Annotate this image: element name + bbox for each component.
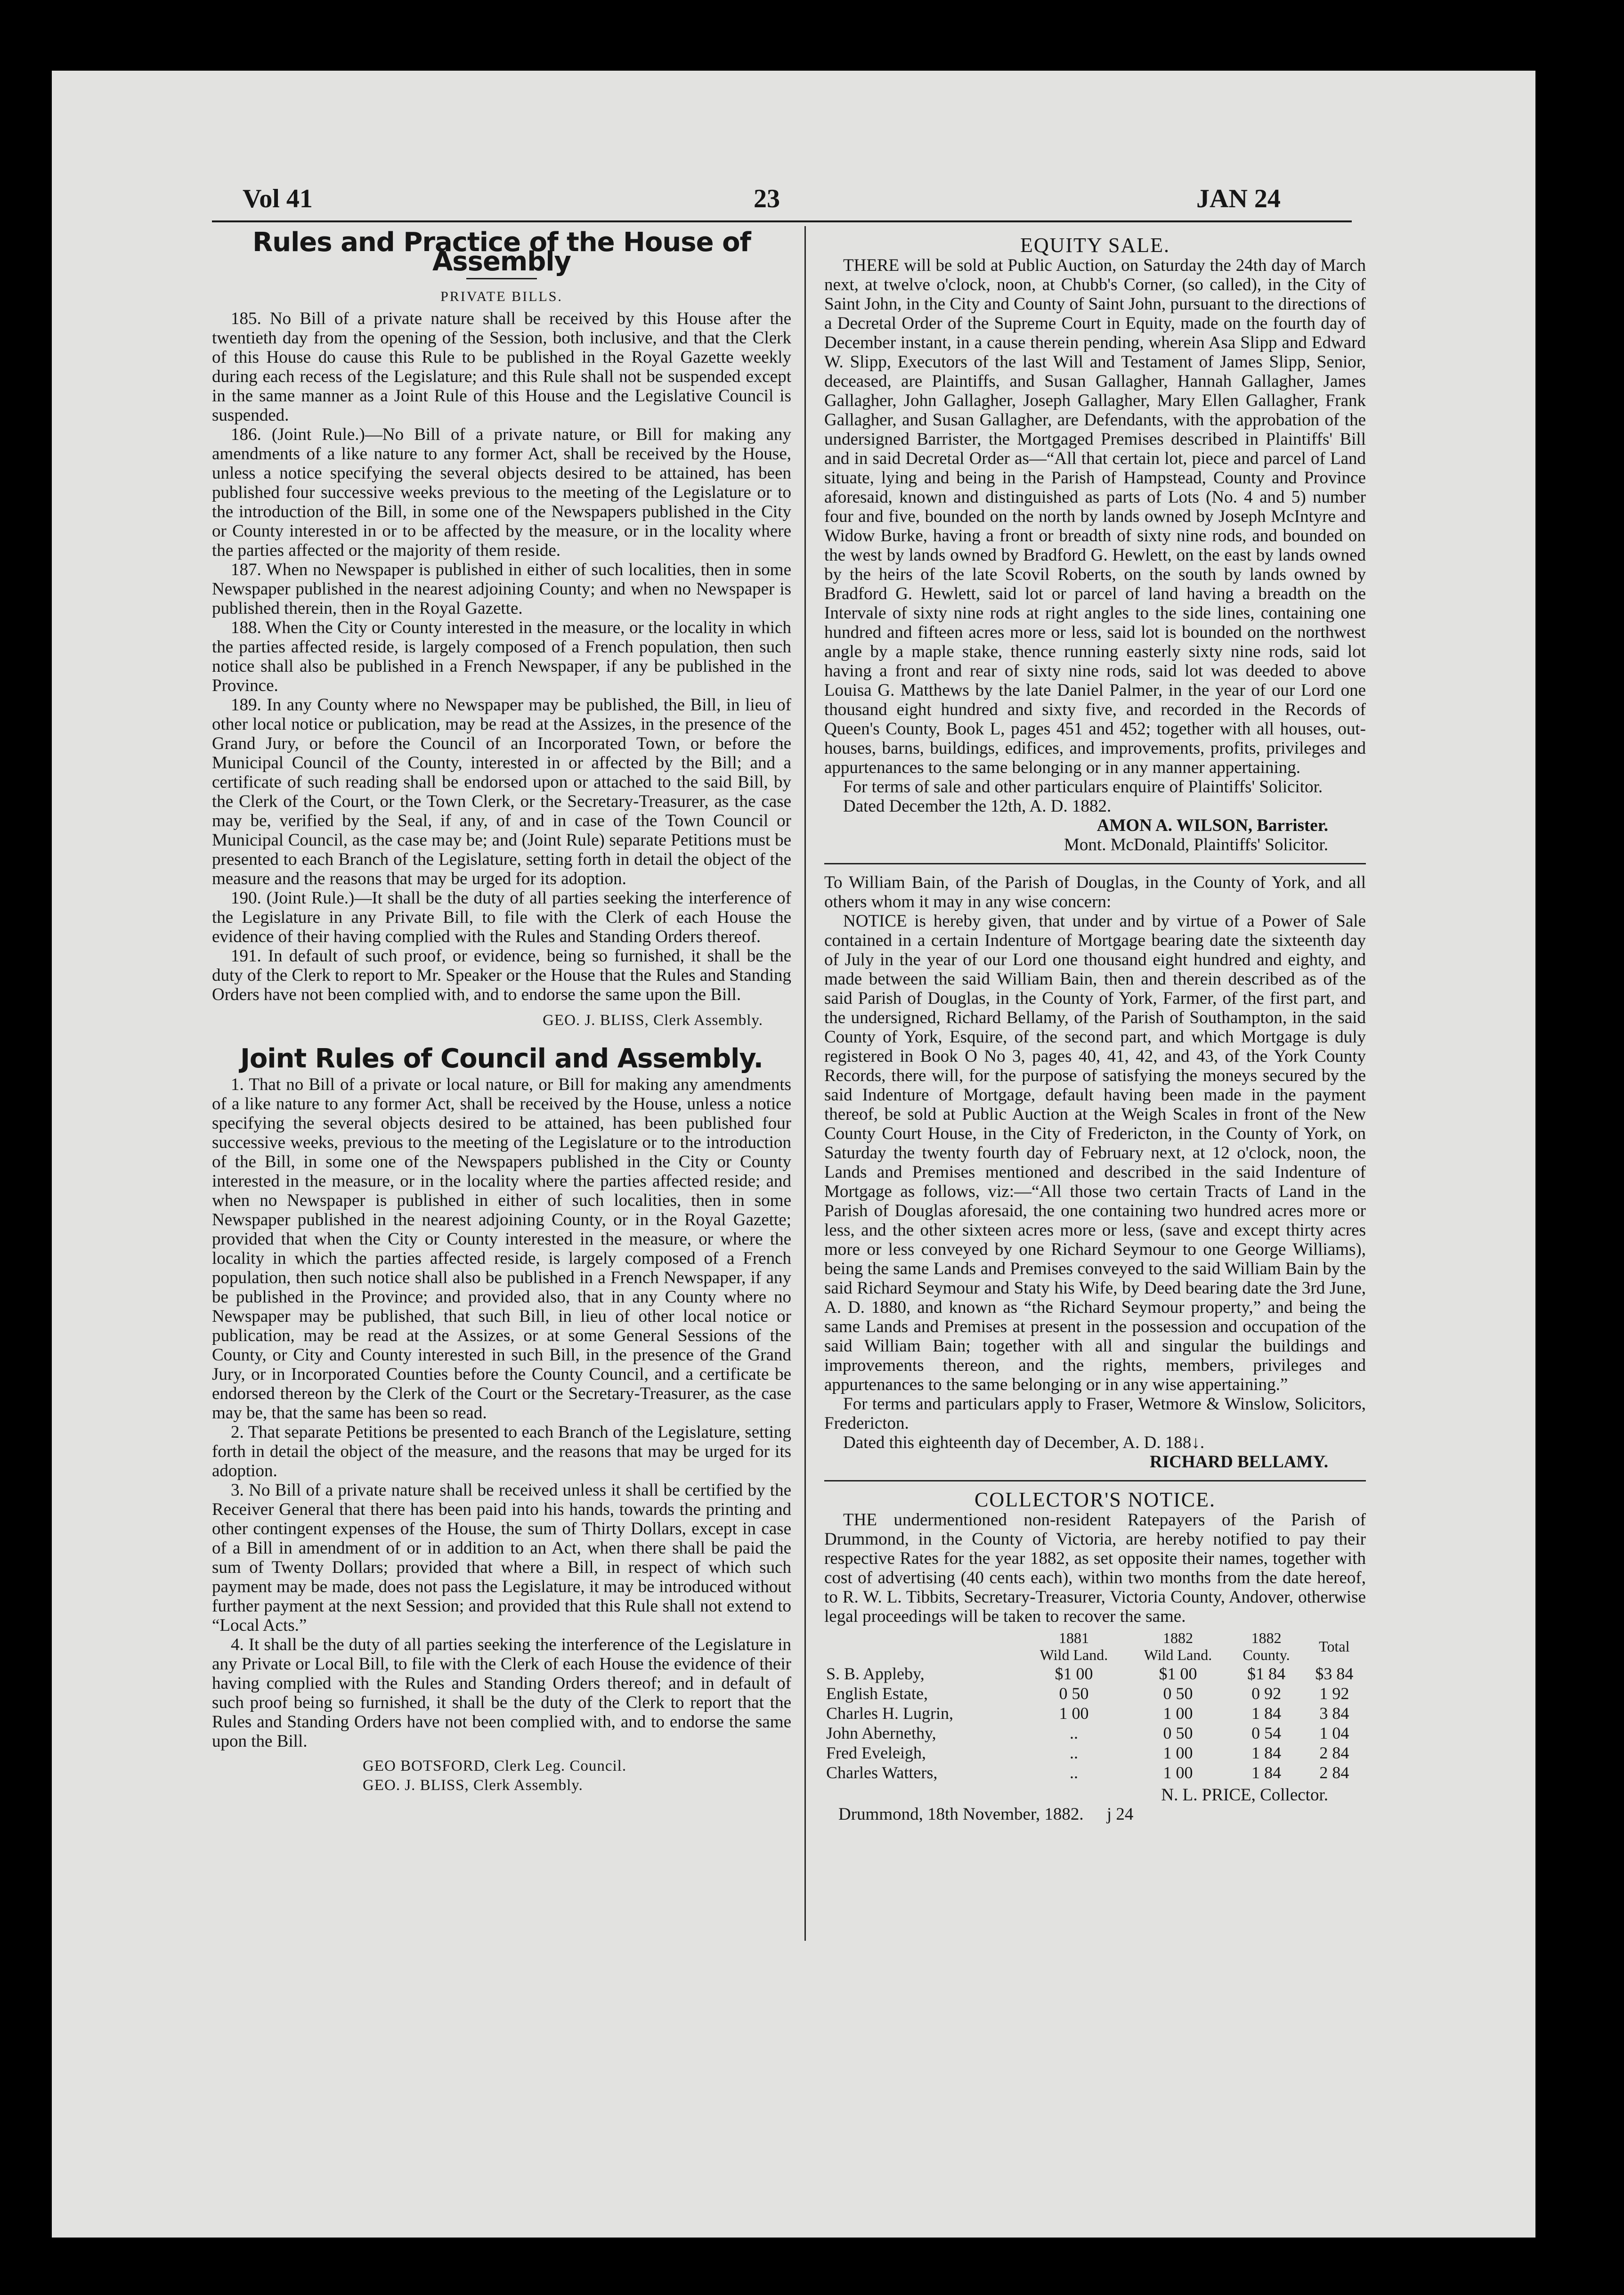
- rule-187: 187. When no Newspaper is published in either of such localities, then in some Newspaper published in the nearest adjoining County; and when no Newspaper is published therein, then in the Royal Gazette.: [212, 560, 791, 618]
- rule-190: 190. (Joint Rule.)—It shall be the duty of all parties seeking the interference of the Legislature in any Private Bill, to file with the Clerk of each House the evidence of their having complied with the Rules and Standing Orders thereof.: [212, 888, 791, 946]
- collectors-notice-title: COLLECTOR'S NOTICE.: [974, 1488, 1216, 1511]
- rule-188: 188. When the City or County interested in the measure, or the locality in which the parties affected reside, is largely composed of a French population, then such notice shall also be published in a French Newspaper, if any be published in the Province.: [212, 618, 791, 695]
- rate-cell: 1 84: [1251, 1763, 1282, 1782]
- joint-rule-3: 3. No Bill of a private nature shall be received unless it shall be certified by the Receiver General that there has been paid into his hands, towards the printing and other contingent expenses of the House, the sum of Thirty Dollars, except in case of a Bill in amendment of or in addition to an Act, when there shall be paid the sum of Twenty Dollars; provided that where a Bill, in respect of which such payment may be made, does not pass the Legislature, it may be introduced without further payment at the next Session; and provided that this Rule shall not extend to “Local Acts.”: [212, 1481, 791, 1635]
- table-row: [824, 1763, 1366, 1782]
- ad-separator: [824, 863, 1366, 864]
- rate-cell: 2 84: [1319, 1763, 1349, 1782]
- rule-186: 186. (Joint Rule.)—No Bill of a private nature, or Bill for making any amendments of a like nature to any former Act, shall be received by the House, unless a notice specifying the several objects desired to be attained, has been published four successive weeks previous to the meeting of the Legislature or to the introduction of the Bill, in some one of the Newspapers published in the City or County interested in or to be affected by the measure, or in the locality where the parties affected or the majority of them reside.: [212, 425, 791, 560]
- rate-cell: ..: [1069, 1743, 1078, 1762]
- joint-rule-2: 2. That separate Petitions be presented to each Branch of the Legislature, setting forth in detail the object of the measure, and the reasons that may be urged for its adoption.: [212, 1423, 791, 1481]
- equity-sale-dated: Dated December the 12th, A. D. 1882.: [843, 797, 1112, 816]
- equity-sale-title: EQUITY SALE.: [1020, 234, 1170, 257]
- ad-separator: [824, 1480, 1366, 1481]
- rate-cell: $1 00: [1055, 1664, 1093, 1683]
- rate-cell: ..: [1069, 1724, 1078, 1742]
- joint-signature-council: GEO BOTSFORD, Clerk Leg. Council.: [363, 1758, 627, 1774]
- equity-sale-terms: For terms of sale and other particulars enquire of Plaintiffs' Solicitor.: [843, 777, 1323, 797]
- rules-title: Rules and Practice of the House of Assembly: [252, 227, 751, 277]
- ratepayer-name: Charles H. Lugrin,: [826, 1704, 953, 1723]
- volume-number: Vol 41: [243, 184, 313, 213]
- mortgage-notice-text: NOTICE is hereby given, that under and by virtue of a Power of Sale contained in a certain Indenture of Mortgage bearing date the sixteenth day of July in the year of our Lord one thousand eight hundred and eighty, and made between the said William Bain, then and therein described as of the said Parish of Douglas, in the County of York, Farmer, of the first part, and the undersigned, Richard Bellamy, of the Parish of Southampton, in the said County of York, Esquire, of the second part, and which Mortgage is duly registered in Book O No 3, pages 40, 41, 42, and 43, of the York County Records, there will, for the purpose of satisfying the moneys secured by the said Indenture of Mortgage, default having been made in the payment thereof, be sold at Public Auction at the Weigh Scales in front of the New County Court House, in the City of Fredericton, in the County of York, on Saturday the twenty fourth day of February next, at 12 o'clock, noon, the Lands and Premises mentioned and described in the said Indenture of Mortgage as follows, viz:—“All those two certain Tracts of Land in the Parish of Douglas aforesaid, the one containing two hundred acres more or less, and the other sixteen acres more or less, (save and except thirty acres more or less conveyed by one Richard Seymour to one George Williams), being the same Lands and Premises conveyed to the said William Bain by the said Richard Seymour and Staty his Wife, by Deed bearing date the 3rd June, A. D. 1880, and known as “the Richard Seymour property,” and being the same Lands and Premises at present in the possession and occupation of the said William Bain; together with all and singular the buildings and improvements thereon, and the rights, members, privileges and appurtenances to the same belonging or in any wise appertaining.”: [824, 911, 1366, 1394]
- ratepayer-name: English Estate,: [826, 1684, 928, 1703]
- rates-header-1882-wild: 1882 Wild Land.: [1144, 1629, 1212, 1663]
- rule-185: 185. No Bill of a private nature shall be received by this House after the twentieth day from the opening of the Session, both inclusive, and that the Clerk of this House do cause this Rule to be published in the Royal Gazette weekly during each recess of the Legislature; and this Rule shall not be suspended except in the same manner as a Joint Rule of this House and the Legislative Council is suspended.: [212, 309, 791, 425]
- rules-signature: GEO. J. BLISS, Clerk Assembly.: [543, 1012, 763, 1029]
- newspaper-page: [52, 71, 1535, 2238]
- left-column: [212, 227, 792, 1795]
- rate-cell: $1 00: [1159, 1664, 1197, 1683]
- ratepayer-name: Fred Eveleigh,: [826, 1743, 926, 1762]
- rate-cell: 3 84: [1319, 1704, 1349, 1723]
- header-rule: [212, 220, 1352, 222]
- joint-rules-title: Joint Rules of Council and Assembly.: [240, 1043, 763, 1074]
- equity-sale-text: THERE will be sold at Public Auction, on Saturday the 24th day of March next, at twelve o'clock, noon, at Chubb's Corner, (so called), in the City of Saint John, in the City and County of Saint John, pursuant to the directions of a Decretal Order of the Supreme Court in Equity, made on the fourth day of December instant, in a cause therein pending, wherein Asa Slipp and Edward W. Slipp, Executors of the last Will and Testament of James Slipp, Senior, deceased, are Plaintiffs, and Susan Gallagher, Hannah Gallagher, James Gallagher, John Gallagher, Joseph Gallagher, Mary Ellen Gallagher, Frank Gallagher, and Susan Gallagher, are Defendants, with the approbation of the undersigned Barrister, the Mortgaged Premises described in Plaintiffs' Bill and in said Decretal Order as—“All that certain lot, piece and parcel of Land situate, lying and being in the Parish of Hampstead, County and Province aforesaid, known and distinguished as parts of Lots (No. 4 and 5) number four and five, bounded on the north by lands owned by Joseph McIntyre and Widow Burke, having a front or breadth of sixty nine rods, and bounded on the west by lands owned by Bradford G. Hewlett, on the east by lands owned by the heirs of the late Scovil Roberts, on the south by lands owned by Bradford G. Hewlett, said lot or parcel of land having a breadth on the Intervale of sixty nine rods at right angles to the side lines, containing one hundred and fifteen acres more or less, said lot is bounded on the northwest angle by a maple stake, thence running easterly sixty nine rods, said lot having a front and rear of sixty nine rods, said lot was deeded to above Louisa G. Matthews by the late Daniel Palmer, in the year of our Lord one thousand eight hundred and sixty five, and recorded in the Records of Queen's County, Book L, pages 451 and 452; together with all houses, out-houses, barns, buildings, edifices, and improvements, profits, privileges and appurtenances to the same belonging or in any manner appertaining.: [824, 256, 1366, 777]
- rate-cell: 1 84: [1251, 1704, 1282, 1723]
- rate-cell: 0 54: [1251, 1724, 1282, 1742]
- joint-rule-1: 1. That no Bill of a private or local nature, or Bill for making any amendments of a like nature to any former Act, shall be received by the House, unless a notice specifying the several objects desired to be attained, has been published four successive weeks, previous to the meeting of the Legislature or to the introduction of the Bill, in some one of the Newspapers published in the City or County interested in the measure, or in the locality where the parties affected reside; and when no Newspaper is published in either of such localities, then in some Newspaper published in the nearest adjoining County, or in the Royal Gazette; provided that when the City or County interested in the measure, or where the locality in which the parties affected reside, is largely composed of a French population, then such notice shall also be published in a French Newspaper, if any be published in the Province; and provided also, that in any County where no Newspaper may be published, that such Bill, in lieu of other local notice or publication, may be read at the Assizes, or at some General Sessions of the County, or City and County interested in such Bill, in the presence of the Grand Jury, or in Incorporated Counties before the County Council, and a certificate be endorsed thereon by the Clerk of the Court or the Secretary-Treasurer, as the case may be, that the same has been so read.: [212, 1075, 791, 1423]
- right-column: [824, 231, 1366, 1824]
- mortgage-dated: Dated this eighteenth day of December, A. D. 188↓.: [843, 1433, 1205, 1452]
- rates-table-header: [824, 1629, 1366, 1664]
- mortgage-terms: For terms and particulars apply to Fraser, Wetmore & Winslow, Solicitors, Fredericton.: [824, 1394, 1366, 1433]
- rate-cell: $1 84: [1247, 1664, 1286, 1683]
- rates-header-name: [824, 1629, 1022, 1664]
- table-row: [824, 1723, 1366, 1743]
- rates-table: [824, 1629, 1366, 1782]
- rates-header-1882-county: 1882 County.: [1242, 1629, 1290, 1663]
- rate-cell: 1 00: [1059, 1704, 1089, 1723]
- rate-cell: 1 92: [1319, 1684, 1349, 1703]
- ratepayer-name: John Abernethy,: [826, 1724, 936, 1742]
- joint-signature-assembly: GEO. J. BLISS, Clerk Assembly.: [363, 1777, 583, 1794]
- table-row: [824, 1684, 1366, 1703]
- rate-cell: 2 84: [1319, 1743, 1349, 1762]
- mortgage-signature: RICHARD BELLAMY.: [1150, 1452, 1328, 1472]
- rate-cell: 0 92: [1251, 1684, 1282, 1703]
- ratepayer-name: S. B. Appleby,: [826, 1664, 925, 1683]
- mortgage-address: To William Bain, of the Parish of Douglas, in the County of York, and all others whom it may in any wise concern:: [824, 873, 1366, 911]
- rate-cell: ..: [1069, 1763, 1078, 1782]
- rates-header-1881: 1881 Wild Land.: [1039, 1629, 1108, 1663]
- collector-dated-line: [838, 1805, 1366, 1824]
- rate-cell: 1 00: [1163, 1743, 1193, 1762]
- collectors-notice-text: THE undermentioned non-resident Ratepayers of the Parish of Drummond, in the County of Victoria, are hereby notified to pay their respective Rates for the year 1882, as set opposite their names, together with cost of advertising (40 cents each), within two months from the date hereof, to R. W. L. Tibbits, Secretary-Treasurer, Victoria County, Andover, otherwise legal proceedings will be taken to recover the same.: [824, 1510, 1366, 1626]
- rate-cell: 1 00: [1163, 1704, 1193, 1723]
- column-divider: [804, 226, 806, 1941]
- private-bills-heading: PRIVATE BILLS.: [440, 289, 563, 304]
- equity-sale-solicitor: Mont. McDonald, Plaintiffs' Solicitor.: [1064, 835, 1328, 855]
- ratepayer-name: Charles Watters,: [826, 1763, 938, 1782]
- table-row: [824, 1743, 1366, 1763]
- rule-189: 189. In any County where no Newspaper may be published, the Bill, in lieu of other local notice or publication, may be read at the Assizes, in the presence of the Grand Jury, or before the Council of an Incorporated Town, or before the Municipal Council of the County, interested in or affected by the Bill; and a certificate of such reading shall be endorsed upon or attached to the said Bill, by the Clerk of the Court, or the Town Clerk, or the Secretary-Treasurer, as the case may be, verified by the Seal, if any, of and in case of the Town Council or Municipal Council, as the case may be; and (Joint Rule) separate Petitions must be presented to each Branch of the Legislature, setting forth in detail the object of the measure and the reasons that may be urged for its adoption.: [212, 695, 791, 888]
- joint-rule-4: 4. It shall be the duty of all parties seeking the interference of the Legislature in any Private or Local Bill, to file with the Clerk of each House the evidence of their having complied with the Rules and Standing Orders thereof; and in default of such proof being so furnished, it shall be the duty of the Clerk to report that the Rules and Standing Orders have not been complied with, and to endorse the same upon the Bill.: [212, 1635, 791, 1751]
- rates-header-total: Total: [1319, 1638, 1350, 1655]
- collector-signature: N. L. PRICE, Collector.: [1161, 1785, 1328, 1805]
- equity-sale-barrister: AMON A. WILSON, Barrister.: [1096, 816, 1328, 835]
- page-number: 23: [754, 184, 780, 213]
- rate-cell: 1 00: [1163, 1763, 1193, 1782]
- rate-cell: 0 50: [1163, 1684, 1193, 1703]
- rate-cell: 0 50: [1059, 1684, 1089, 1703]
- table-row: [824, 1703, 1366, 1723]
- collector-dated: Drummond, 18th November, 1882.: [838, 1805, 1084, 1824]
- issue-date: JAN 24: [1196, 184, 1281, 213]
- rule-191: 191. In default of such proof, or evidence, being so furnished, it shall be the duty of the Clerk to report to Mr. Speaker or the House that the Rules and Standing Orders have not been complied with, and to endorse the same upon the Bill.: [212, 946, 792, 1004]
- rate-cell: 1 04: [1319, 1724, 1349, 1742]
- collector-code: j 24: [1106, 1805, 1134, 1824]
- rate-cell: 1 84: [1251, 1743, 1282, 1762]
- rate-cell: 0 50: [1163, 1724, 1193, 1742]
- title-rule: [466, 278, 537, 279]
- rate-cell: $3 84: [1315, 1664, 1354, 1683]
- table-row: [824, 1664, 1366, 1684]
